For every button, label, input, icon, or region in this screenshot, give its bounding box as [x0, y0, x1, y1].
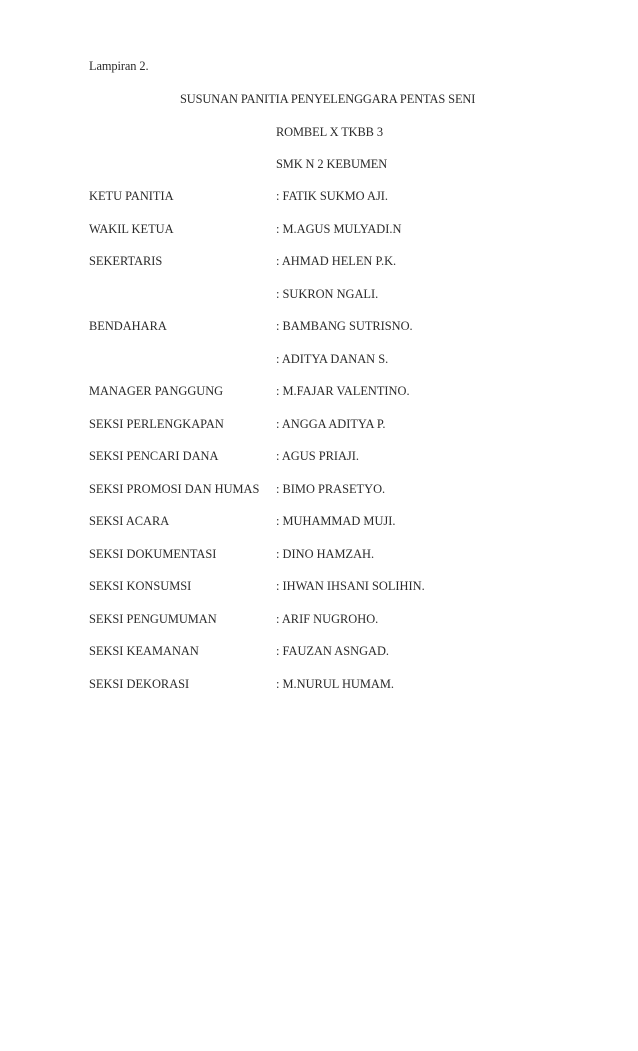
committee-member: : AGUS PRIAJI. — [276, 449, 359, 463]
committee-row — [89, 253, 589, 286]
committee-member: : FAUZAN ASNGAD. — [276, 644, 390, 658]
school-name: SMK N 2 KEBUMEN — [276, 157, 388, 171]
committee-role: MANAGER PANGGUNG — [89, 384, 224, 398]
committee-row — [89, 416, 589, 449]
committee-row — [89, 611, 589, 644]
committee-member: : FATIK SUKMO AJI. — [276, 189, 388, 203]
committee-member: : M.NURUL HUMAM. — [276, 676, 394, 691]
committee-row — [89, 351, 589, 384]
committee-role: SEKSI PENGUMUMAN — [89, 611, 217, 626]
committee-row — [89, 188, 589, 221]
committee-row — [89, 481, 589, 514]
appendix-label: Lampiran 2. — [89, 59, 149, 73]
committee-row — [89, 448, 589, 481]
committee-row — [89, 578, 589, 611]
committee-row — [89, 546, 589, 579]
committee-row — [89, 286, 589, 319]
committee-role: WAKIL KETUA — [89, 221, 174, 236]
committee-member: : IHWAN IHSANI SOLIHIN. — [276, 579, 425, 593]
committee-row — [89, 676, 589, 709]
committee-member: : DINO HAMZAH. — [276, 546, 375, 561]
committee-member: : BIMO PRASETYO. — [276, 481, 386, 496]
committee-member: : ARIF NUGROHO. — [276, 611, 379, 626]
committee-role: SEKSI PENCARI DANA — [89, 449, 219, 463]
committee-member: : BAMBANG SUTRISNO. — [276, 319, 413, 333]
committee-row — [89, 221, 589, 254]
committee-member: : ANGGA ADITYA P. — [276, 416, 386, 431]
class-group: ROMBEL X TKBB 3 — [276, 125, 383, 139]
committee-role: SEKSI KONSUMSI — [89, 579, 192, 593]
committee-row — [89, 643, 589, 676]
committee-member: : M.FAJAR VALENTINO. — [276, 384, 410, 398]
committee-member: : SUKRON NGALI. — [276, 286, 379, 301]
committee-role: SEKSI KEAMANAN — [89, 644, 199, 658]
committee-member: : M.AGUS MULYADI.N — [276, 221, 402, 236]
committee-list — [89, 188, 589, 708]
committee-member: : AHMAD HELEN P.K. — [276, 254, 397, 268]
committee-role: SEKSI PROMOSI DAN HUMAS — [89, 481, 260, 496]
committee-role: SEKSI DEKORASI — [89, 676, 190, 691]
committee-member: : MUHAMMAD MUJI. — [276, 514, 396, 528]
committee-role: SEKSI DOKUMENTASI — [89, 546, 217, 561]
committee-row — [89, 513, 589, 546]
committee-role: SEKERTARIS — [89, 254, 163, 268]
committee-row — [89, 383, 589, 416]
committee-role: SEKSI ACARA — [89, 514, 170, 528]
committee-role: BENDAHARA — [89, 319, 167, 333]
committee-row — [89, 318, 589, 351]
committee-role: SEKSI PERLENGKAPAN — [89, 416, 224, 431]
committee-member: : ADITYA DANAN S. — [276, 351, 389, 366]
committee-role: KETU PANITIA — [89, 189, 174, 203]
document-title: SUSUNAN PANITIA PENYELENGGARA PENTAS SENI — [180, 92, 476, 106]
